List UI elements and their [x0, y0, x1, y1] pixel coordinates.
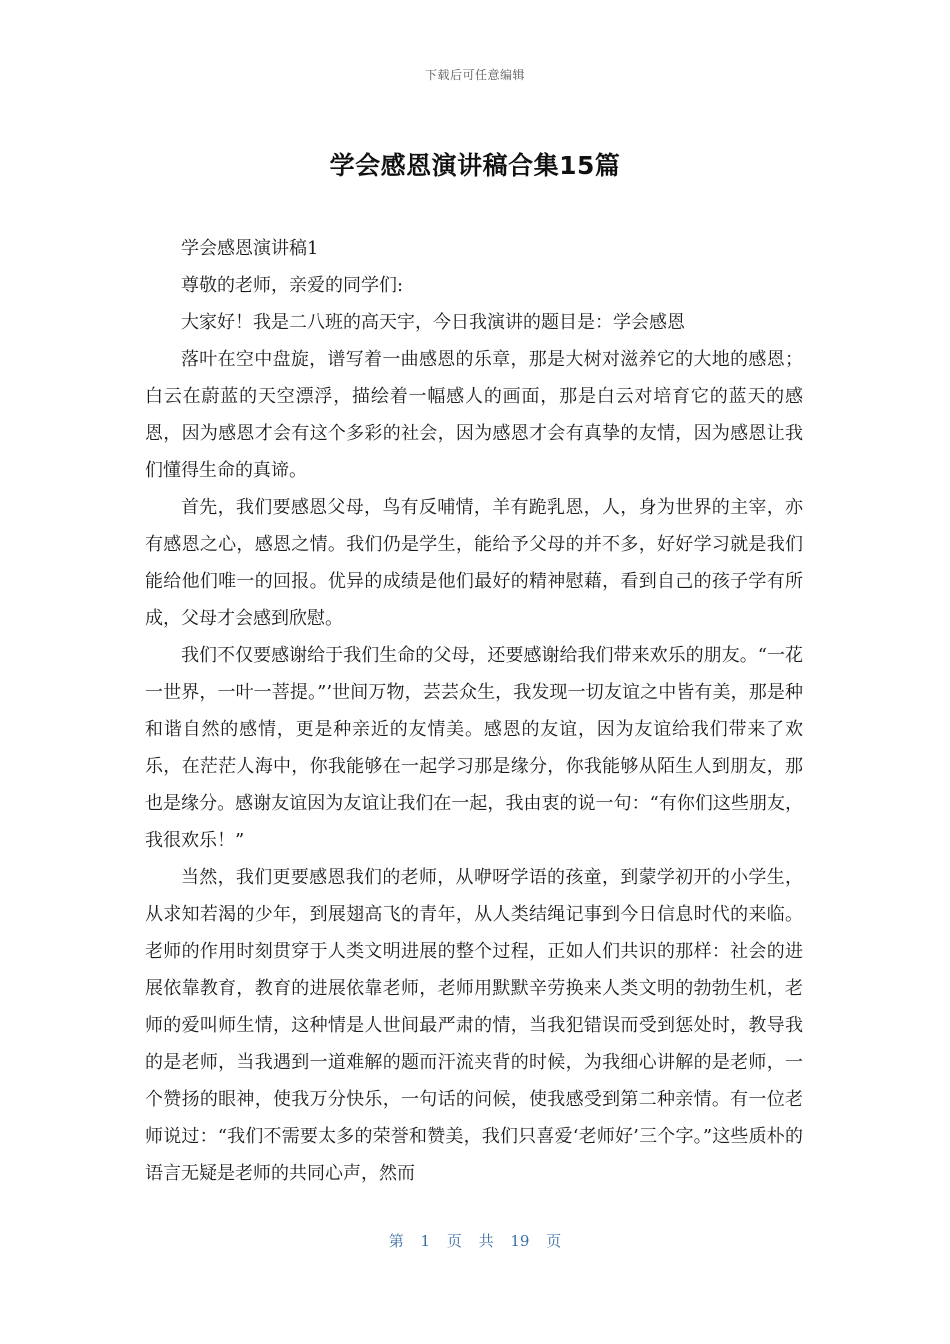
body-paragraph: 我们不仅要感谢给于我们生命的父母，还要感谢给我们带来欢乐的朋友。“一花一世界，一叶一菩提。”’世间万物，芸芸众生，我发现一切友谊之中皆有美，那是种和谐自然的感情，更是种亲近的友情美。感恩的友谊，因为友谊给我们带来了欢乐，在茫茫人海中，你我能够在一起学习那是缘分，你我能够从陌生人到朋友，那也是缘分。感谢友谊因为友谊让我们在一起，我由衷的说一句：“有你们这些朋友，我很欢乐！” — [145, 645, 803, 851]
salutation: 尊敬的老师，亲爱的同学们: — [181, 275, 404, 296]
page-header-note: 下载后可任意编辑 — [424, 68, 525, 82]
greeting-paragraph: 大家好！我是二八班的高天宇，今日我演讲的题目是：学会感恩 — [181, 312, 685, 333]
body-paragraph: 落叶在空中盘旋，谱写着一曲感恩的乐章，那是大树对滋养它的大地的感恩；白云在蔚蓝的天空漂浮，描绘着一幅感人的画面，那是白云对培育它的蓝天的感恩，因为感恩才会有这个多彩的社会，因为感恩才会有真挚的友情，因为感恩让我们懂得生命的真谛。 — [145, 349, 803, 481]
section-heading: 学会感恩演讲稿1 — [181, 238, 319, 259]
document-title: 学会感恩演讲稿合集15篇 — [329, 151, 621, 180]
page-number-footer: 第 1 页 共 19 页 — [388, 1232, 562, 1250]
body-paragraph: 首先，我们要感恩父母，鸟有反哺情，羊有跪乳恩，人，身为世界的主宰，亦有感恩之心，感恩之情。我们仍是学生，能给予父母的并不多，好好学习就是我们能给他们唯一的回报。优异的成绩是他们最好的精神慰藉，看到自己的孩子学有所成，父母才会感到欣慰。 — [145, 497, 803, 629]
body-paragraph: 当然，我们更要感恩我们的老师，从咿呀学语的孩童，到蒙学初开的小学生，从求知若渴的少年，到展翅高飞的青年，从人类结绳记事到今日信息时代的来临。老师的作用时刻贯穿于人类文明进展的整个过程，正如人们共识的那样：社会的进展依靠教育，教育的进展依靠老师，老师用默默辛劳换来人类文明的勃勃生机，老师的爱叫师生情，这种情是人世间最严肃的情，当我犯错误而受到惩处时，教导我的是老师，当我遇到一道难解的题而汗流夹背的时候，为我细心讲解的是老师，一个赞扬的眼神，使我万分快乐，一句话的问候，使我感受到第二种亲情。有一位老师说过：“我们不需要太多的荣誉和赞美，我们只喜爱‘老师好’三个字。”这些质朴的语言无疑是老师的共同心声，然而 — [145, 867, 803, 1184]
document-body — [145, 230, 803, 1192]
